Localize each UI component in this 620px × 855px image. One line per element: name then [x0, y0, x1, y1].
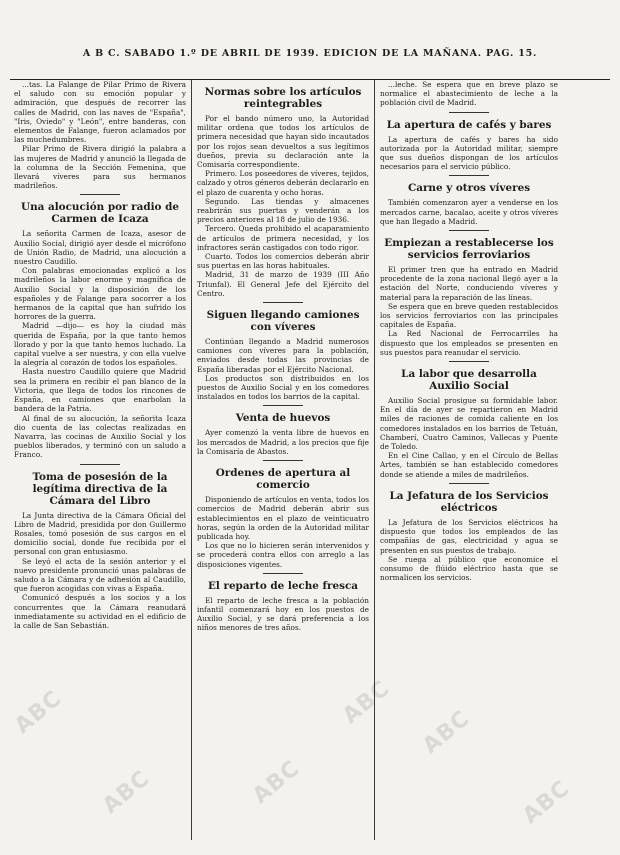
article-headline: Venta de huevos [235, 412, 331, 425]
section-rule [263, 460, 303, 461]
article-paragraph: Continúan llegando a Madrid numerosos camiones con víveres para la población, enviados desde todas las provincias de España liberadas por el Ejército Nacional. [197, 337, 369, 374]
article-headline: Siguen llegando camiones con víveres [206, 309, 360, 334]
article-paragraph: ...leche. Se espera que en breve plazo se normalice el abastecimiento de leche a la población civil de Madrid. [380, 80, 558, 108]
column-3 [380, 80, 558, 845]
section-rule [80, 464, 120, 465]
article-paragraph: Madrid —dijo— es hoy la ciudad más querida de España, por la que tanto hemos llorado y por la que tanto hemos luchado. La capital vuelve a ser nuestra, y con ella vuelve la alegría al corazón de todos los españoles. [14, 321, 186, 368]
article-paragraph: Se leyó el acta de la sesión anterior y el nuevo presidente pronunció unas palabras de saludo a la Cámara y de adhesión al Caudillo, que fueron acogidas con vivas a España. [14, 556, 186, 594]
article-paragraph: La Red Nacional de Ferrocarriles ha dispuesto que los empleados se presenten en sus puestos para reanudar el servicio. [380, 329, 558, 357]
section-rule [449, 483, 489, 484]
article-headline: Empiezan a restablecerse los servicios ferroviarios [384, 237, 554, 262]
section-rule [263, 302, 303, 303]
article-paragraph: Primero. Los poseedores de víveres, tejidos, calzado y otros géneros deberán declararlo en el plazo de cuarenta y ocho horas. [197, 169, 369, 197]
column-divider [374, 80, 375, 840]
article-headline: Una alocución por radio de Carmen de Icaza [21, 201, 179, 226]
article-paragraph: Cuarto. Todos los comercios deberán abrir sus puertas en las horas habituales. [197, 252, 369, 271]
article-paragraph: Al final de su alocución, la señorita Icaza dio cuenta de las colectas realizadas en Navarra, las cocinas de Auxilio Social y los pueblos liberados, y terminó con un saludo a Franco. [14, 413, 186, 460]
watermark-logo: ABC [338, 675, 395, 730]
article-paragraph: El reparto de leche fresca a la población infantil comenzará hoy en los puestos de Auxilio Social, y se dará preferencia a los niños menores de tres años. [197, 595, 369, 633]
article-paragraph: Los que no lo hicieren serán intervenidos y se procederá contra ellos con arreglo a las disposiciones vigentes. [197, 541, 369, 569]
article-paragraph: La apertura de cafés y bares ha sido autorizada por la Autoridad militar, siempre que sus dueños dispongan de los artículos necesarios para el servicio público. [380, 134, 558, 172]
article-headline: Toma de posesión de la legítima directiva de la Cámara del Libro [32, 470, 168, 507]
article-paragraph: Comunicó después a los socios y a los concurrentes que la Cámara reanudará inmediatamente su actividad en el edificio de la calle de San Sebastián. [14, 593, 186, 630]
article-paragraph: ...tas. La Falange de Pilar Primo de Rivera el saludo con su emoción popular y admiración, que después de recorrer las calles de Madrid, con las naves de "España", "Iris, Oviedo" y "León", entre banderas, con elementos de Falange, fueron aclamados por las muchedumbres. [14, 80, 186, 145]
article-headline: Normas sobre los artículos reintegrables [204, 86, 362, 110]
article-paragraph: El primer tren que ha entrado en Madrid procedente de la zona nacional llegó ayer a la estación del Norte, conduciendo víveres y material para la reparación de las líneas. [380, 265, 558, 302]
section-rule [80, 194, 120, 195]
article-paragraph: Tercero. Queda prohibido el acaparamiento de artículos de primera necesidad, y los infractores serán castigados con todo rigor. [197, 224, 369, 252]
watermark-logo: ABC [98, 765, 155, 820]
article-headline: La Jefatura de los Servicios eléctricos [389, 489, 549, 514]
section-rule [449, 230, 489, 231]
column-2 [197, 80, 369, 845]
watermark-logo: ABC [418, 705, 475, 760]
article-headline: La apertura de cafés y bares [386, 118, 552, 131]
column-1 [14, 80, 186, 845]
article-headline: El reparto de leche fresca [207, 579, 358, 592]
article-paragraph: También comenzaron ayer a venderse en los mercados carne, bacalao, aceite y otros víveres que han llegado a Madrid. [380, 198, 558, 226]
watermark-logo: ABC [248, 755, 305, 810]
article-paragraph: Auxilio Social prosigue su formidable labor. En el día de ayer se repartieron en Madrid miles de raciones de comida caliente en los comedores instalados en los barrios de Tetuán, Chamberí, Cuatro Caminos, Vallecas y Puente de Toledo. [380, 396, 558, 452]
article-paragraph: Con palabras emocionadas explicó a los madrileños la labor enorme y magnífica de Auxilio Social y la disposición de los españoles y de Falange para socorrer a los hermanos de la capital que han sufrido los horrores de la guerra. [14, 266, 186, 322]
article-paragraph: Pilar Primo de Rivera dirigió la palabra a las mujeres de Madrid y anunció la llegada de la columna de la Sección Femenina, que llevará víveres para sus hermanos madrileños. [14, 144, 186, 191]
article-paragraph: Por el bando número uno, la Autoridad militar ordena que todos los artículos de primera necesidad que hayan sido incautados por los rojos sean devueltos a sus legítimos dueños, previa su declaración ante la Comisaría correspondiente. [197, 114, 369, 170]
column-divider [191, 80, 192, 840]
article-paragraph: La Jefatura de los Servicios eléctricos ha dispuesto que todos los empleados de las compañías de gas, electricidad y agua se presenten en sus puestos de trabajo. [380, 517, 558, 555]
watermark-logo: ABC [10, 685, 67, 740]
article-paragraph: Ayer comenzó la venta libre de huevos en los mercados de Madrid, a los precios que fije la Comisaría de Abastos. [197, 428, 369, 456]
masthead-text: A B C. SABADO 1.º DE ABRIL DE 1939. EDICION DE LA MAÑANA. PAG. 15. [82, 48, 538, 59]
watermark-logo: ABC [518, 775, 575, 830]
article-paragraph: Segundo. Las tiendas y almacenes reabrirán sus puertas y venderán a los precios anteriores al 18 de julio de 1936. [197, 196, 369, 225]
section-rule [449, 361, 489, 362]
section-rule [449, 112, 489, 113]
article-headline: Ordenes de apertura al comercio [215, 467, 351, 492]
article-paragraph: La señorita Carmen de Icaza, asesor de Auxilio Social, dirigió ayer desde el micrófono de Unión Radio, de Madrid, una alocución a nuestro Caudillo. [14, 229, 186, 267]
article-paragraph: Disponiendo de artículos en venta, todos los comercios de Madrid deberán abrir sus establecimientos en el plazo de veinticuatro horas, según la orden de la Autoridad militar publicada hoy. [197, 495, 369, 541]
article-paragraph: Hasta nuestro Caudillo quiere que Madrid sea la primera en recibir el pan blanco de la Victoria, que llega de todos los rincones de España, en camiones que enarbolan la bandera de la Patria. [14, 367, 186, 414]
section-rule [263, 405, 303, 406]
article-paragraph: Madrid, 31 de marzo de 1939 (III Año Triunfal). El General Jefe del Ejército del Centro. [197, 270, 369, 298]
article-headline: Carne y otros víveres [407, 182, 531, 195]
article-paragraph: La Junta directiva de la Cámara Oficial del Libro de Madrid, presidida por don Guillermo Rosales, tomó posesión de sus cargos en el domicilio social, donde fue recibida por el personal con gran entusiasmo. [14, 510, 186, 557]
article-paragraph: En el Cine Callao, y en el Círculo de Bellas Artes, también se han establecido comedores donde se atiende a miles de madrileños. [380, 451, 558, 479]
article-paragraph: Se espera que en breve queden restablecidos los servicios ferroviarios con las principales capitales de España. [380, 301, 558, 330]
article-headline: La labor que desarrolla Auxilio Social [401, 368, 537, 393]
page-masthead [10, 48, 610, 78]
article-paragraph: Los productos son distribuidos en los puestos de Auxilio Social y en los comedores instalados en todos los barrios de la capital. [197, 373, 369, 402]
section-rule [263, 573, 303, 574]
article-paragraph: Se ruega al público que economice el consumo de flúido eléctrico hasta que se normalicen los servicios. [380, 554, 558, 583]
section-rule [449, 175, 489, 176]
